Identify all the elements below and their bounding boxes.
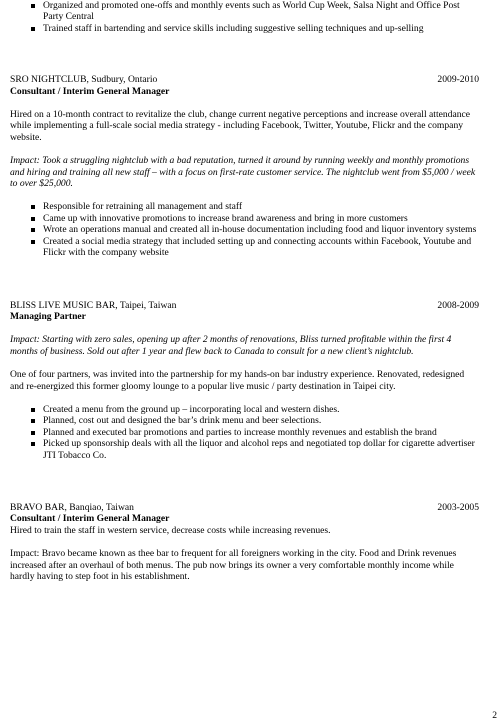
job-entry-bravo [10,502,479,582]
list-item [10,224,479,235]
bullet-text: Planned and executed bar promotions and parties to increase monthly revenues and establish the brand [43,426,437,438]
square-bullet-icon [31,431,35,435]
employer: BLISS LIVE MUSIC BAR, Taipei, Taiwan [10,299,177,311]
job-dates: 2008-2009 [437,299,479,311]
list-item [10,236,479,259]
employer: BRAVO BAR, Banqiao, Taiwan [10,501,134,513]
job-impact: Impact: Took a struggling nightclub with a bad reputation, turned it around by running weekly and monthly promotions and hiring and training all new staff – with a focus on first-rate customer service. The nightclub went from $5,000 / week to over $25,000. [10,155,476,190]
list-item [10,23,479,34]
list-item [10,213,479,224]
page-number: 2 [492,710,497,721]
job-entry-bliss [10,300,479,461]
square-bullet-icon [31,217,35,221]
square-bullet-icon [31,27,35,31]
bullet-text: Planned, cost out and designed the bar’s drink menu and beer selections. [43,415,322,427]
bullet-text: Picked up sponsorship deals with all the liquor and alcohol reps and negotiated top dollar for cigarette advertiser JTI Tobacco Co. [43,438,475,461]
bullet-text: Came up with innovative promotions to increase brand awareness and bring in more customers [43,212,408,224]
list-item [10,404,479,415]
bullet-text: Organized and promoted one-offs and monthly events such as World Cup Week, Salsa Night and Office Post Party Central [43,0,460,23]
job-impact: Impact: Bravo became known as thee bar to frequent for all foreigners working in the city. Food and Drink revenues increased after an overhaul of both menus. The pub now brings its owner a very comfortable monthly income while hardly having to step foot in his establishment. [10,548,457,582]
job-title: Consultant / Interim General Manager [10,85,170,97]
bullet-text: Responsible for retraining all management and staff [43,201,243,213]
job-bullet-list [10,201,479,258]
list-item [10,438,479,461]
square-bullet-icon [31,240,35,244]
list-item [10,201,479,212]
resume-page [10,0,479,582]
job-impact: Impact: Starting with zero sales, opening up after 2 months of renovations, Bliss turned profitable within the first 4 months of business. Sold out after 1 year and flew back to Canada to consult for a new client’s nightclub. [10,334,452,357]
bullet-text: Trained staff in bartending and service skills including suggestive selling techniques and up-selling [43,22,424,34]
job-summary: Hired to train the staff in western service, decrease costs while increasing revenues. [10,524,331,536]
job-title: Consultant / Interim General Manager [10,513,170,525]
job-summary: One of four partners, was invited into the partnership for my hands-on bar industry experience. Renovated, redesigned and re-energized this former gloomy lounge to a popular live music / party destination in Taipei city. [10,369,465,392]
bullet-text: Created a menu from the ground up – incorporating local and western dishes. [43,403,340,415]
job-summary: Hired on a 10-month contract to revitalize the club, change current negative perceptions and increase overall attendance while implementing a full-scale social media strategy - including Facebook, Twitter, Youtube, Flickr and the company website. [10,109,471,143]
square-bullet-icon [31,228,35,232]
list-item [10,427,479,438]
job-entry-sro [10,74,479,258]
employer: SRO NIGHTCLUB, Sudbury, Ontario [10,74,158,86]
job-bullet-list [10,404,479,461]
job-title: Managing Partner [10,310,86,322]
square-bullet-icon [31,442,35,446]
bullet-text: Wrote an operations manual and created all in-house documentation including food and liquor inventory systems [43,224,477,236]
bullet-text: Created a social media strategy that included setting up and connecting accounts within Facebook, Youtube and Flickr with the company website [43,235,472,259]
square-bullet-icon [31,419,35,423]
job-dates: 2009-2010 [437,74,479,86]
square-bullet-icon [31,4,35,8]
square-bullet-icon [31,205,35,209]
job-header [10,502,479,513]
square-bullet-icon [31,408,35,412]
continued-bullet-list [10,0,479,34]
list-item [10,0,479,23]
list-item [10,415,479,426]
job-dates: 2003-2005 [437,501,479,513]
job-header [10,300,479,311]
job-header [10,74,479,85]
